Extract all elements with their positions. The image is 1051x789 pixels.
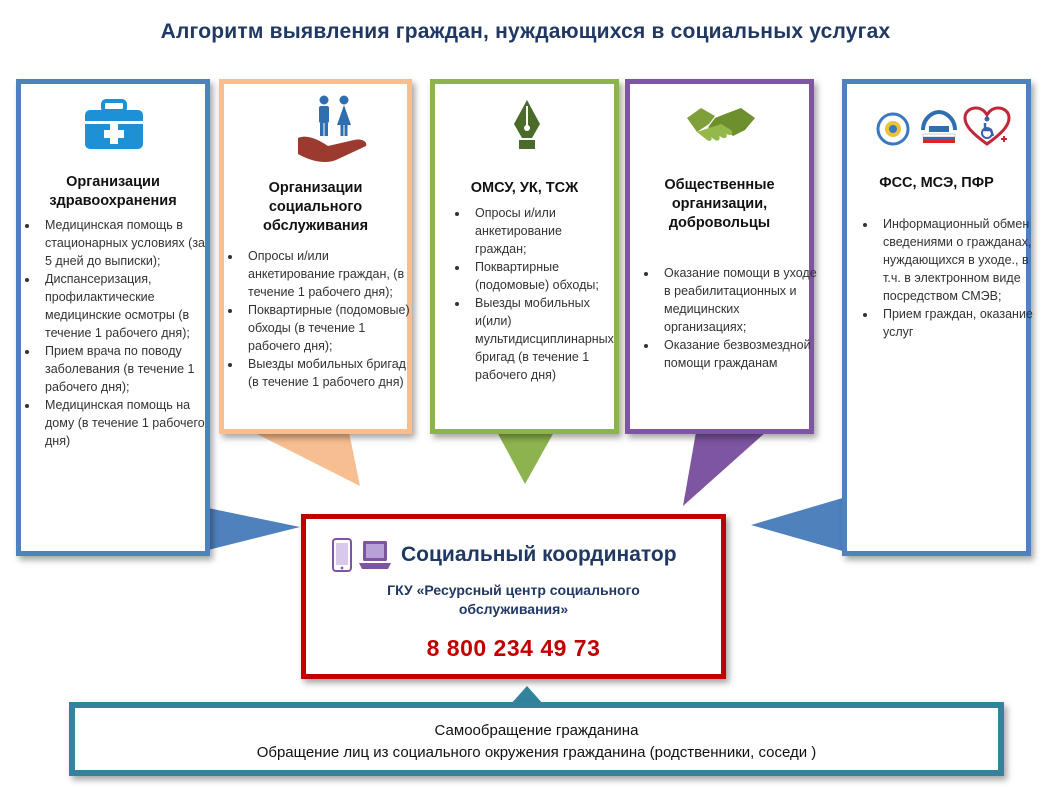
coordinator-org-text: ГКУ «Ресурсный центр социального обслуживания» — [387, 582, 640, 617]
pfr-logo-icon — [919, 110, 959, 144]
fss-logo-icon — [873, 112, 915, 146]
list-item: • Оказание безвозмездной помощи гражданам — [658, 336, 820, 372]
self-appeal-line2: Обращение лиц из социального окружения гражданина (родственники, соседи ) — [256, 744, 817, 761]
fss-mse-pfr-list — [863, 215, 1035, 341]
phone-icon — [330, 537, 354, 573]
coordinator-org — [306, 581, 721, 619]
list-item: • Опросы и/или анкетирование граждан; — [469, 204, 609, 258]
list-item: • Оказание помощи в уходе в реабилитационных и медицинских организациях; — [658, 264, 820, 336]
arrow-social — [253, 432, 360, 486]
fss-mse-pfr-heading: ФСС, МСЭ, ПФР — [879, 175, 994, 191]
coordinator-title: Социальный координатор — [401, 543, 677, 566]
self-appeal-box — [69, 702, 1004, 776]
pen-nib-icon — [510, 98, 544, 152]
health-heading: Организации здравоохранения — [49, 174, 177, 209]
laptop-icon — [358, 539, 392, 571]
medical-kit-icon — [83, 99, 145, 151]
arrow-health — [208, 508, 300, 550]
list-item: • Прием граждан, оказание услуг — [877, 305, 1035, 341]
page-title: Алгоритм выявления граждан, нуждающихся в социальных услугах — [160, 20, 891, 43]
arrow-public — [683, 432, 766, 506]
omsu-heading: ОМСУ, УК, ТСЖ — [470, 180, 579, 196]
people-in-hand-icon — [292, 94, 372, 166]
social-coordinator-box — [301, 514, 726, 679]
self-appeal-line1: Самообращение гражданина — [434, 722, 639, 739]
list-item: • Опросы и/или анкетирование граждан, (в течение 1 рабочего дня); — [242, 247, 412, 301]
public-orgs-list — [644, 264, 820, 372]
list-item: • Медицинская помощь в стационарных условиях (за 5 дней до выписки); — [39, 216, 205, 270]
public-orgs-box — [625, 79, 817, 434]
arrow-fss — [751, 497, 846, 552]
social-service-list — [228, 247, 412, 391]
health-list — [25, 216, 205, 450]
health-box — [16, 79, 210, 556]
mse-logo-icon — [963, 106, 1017, 148]
handshake-icon — [685, 104, 757, 146]
list-item: • Информационный обмен сведениями о гражданах, нуждающихся в уходе., в т.ч. в электронном виде посредством СМЭВ; — [877, 215, 1035, 305]
list-item: • Поквартирные (подомовые) обходы; — [469, 258, 609, 294]
list-item: • Диспансеризация, профилактические медицинские осмотры (в течение 1 рабочего дня); — [39, 270, 205, 342]
coordinator-phone: 8 800 234 49 73 — [426, 635, 601, 661]
public-orgs-heading: Общественные организации, добровольцы — [664, 177, 775, 231]
list-item: • Поквартирные (подомовые) обходы (в течение 1 рабочего дня); — [242, 301, 412, 355]
social-service-box — [219, 79, 412, 434]
fss-mse-pfr-box — [842, 79, 1031, 556]
omsu-box — [430, 79, 619, 434]
social-service-heading: Организации социального обслуживания — [262, 180, 369, 234]
list-item: • Медицинская помощь на дому (в течение 1 рабочего дня) — [39, 396, 205, 450]
list-item: • Выезды мобильных бригад (в течение 1 рабочего дня) — [242, 355, 412, 391]
list-item: • Выезды мобильных и(или) мультидисциплинарных бригад (в течение 1 рабочего дня) — [469, 294, 609, 384]
list-item: • Прием врача по поводу заболевания (в течение 1 рабочего дня); — [39, 342, 205, 396]
arrow-omsu — [497, 432, 554, 484]
omsu-list — [455, 204, 614, 384]
